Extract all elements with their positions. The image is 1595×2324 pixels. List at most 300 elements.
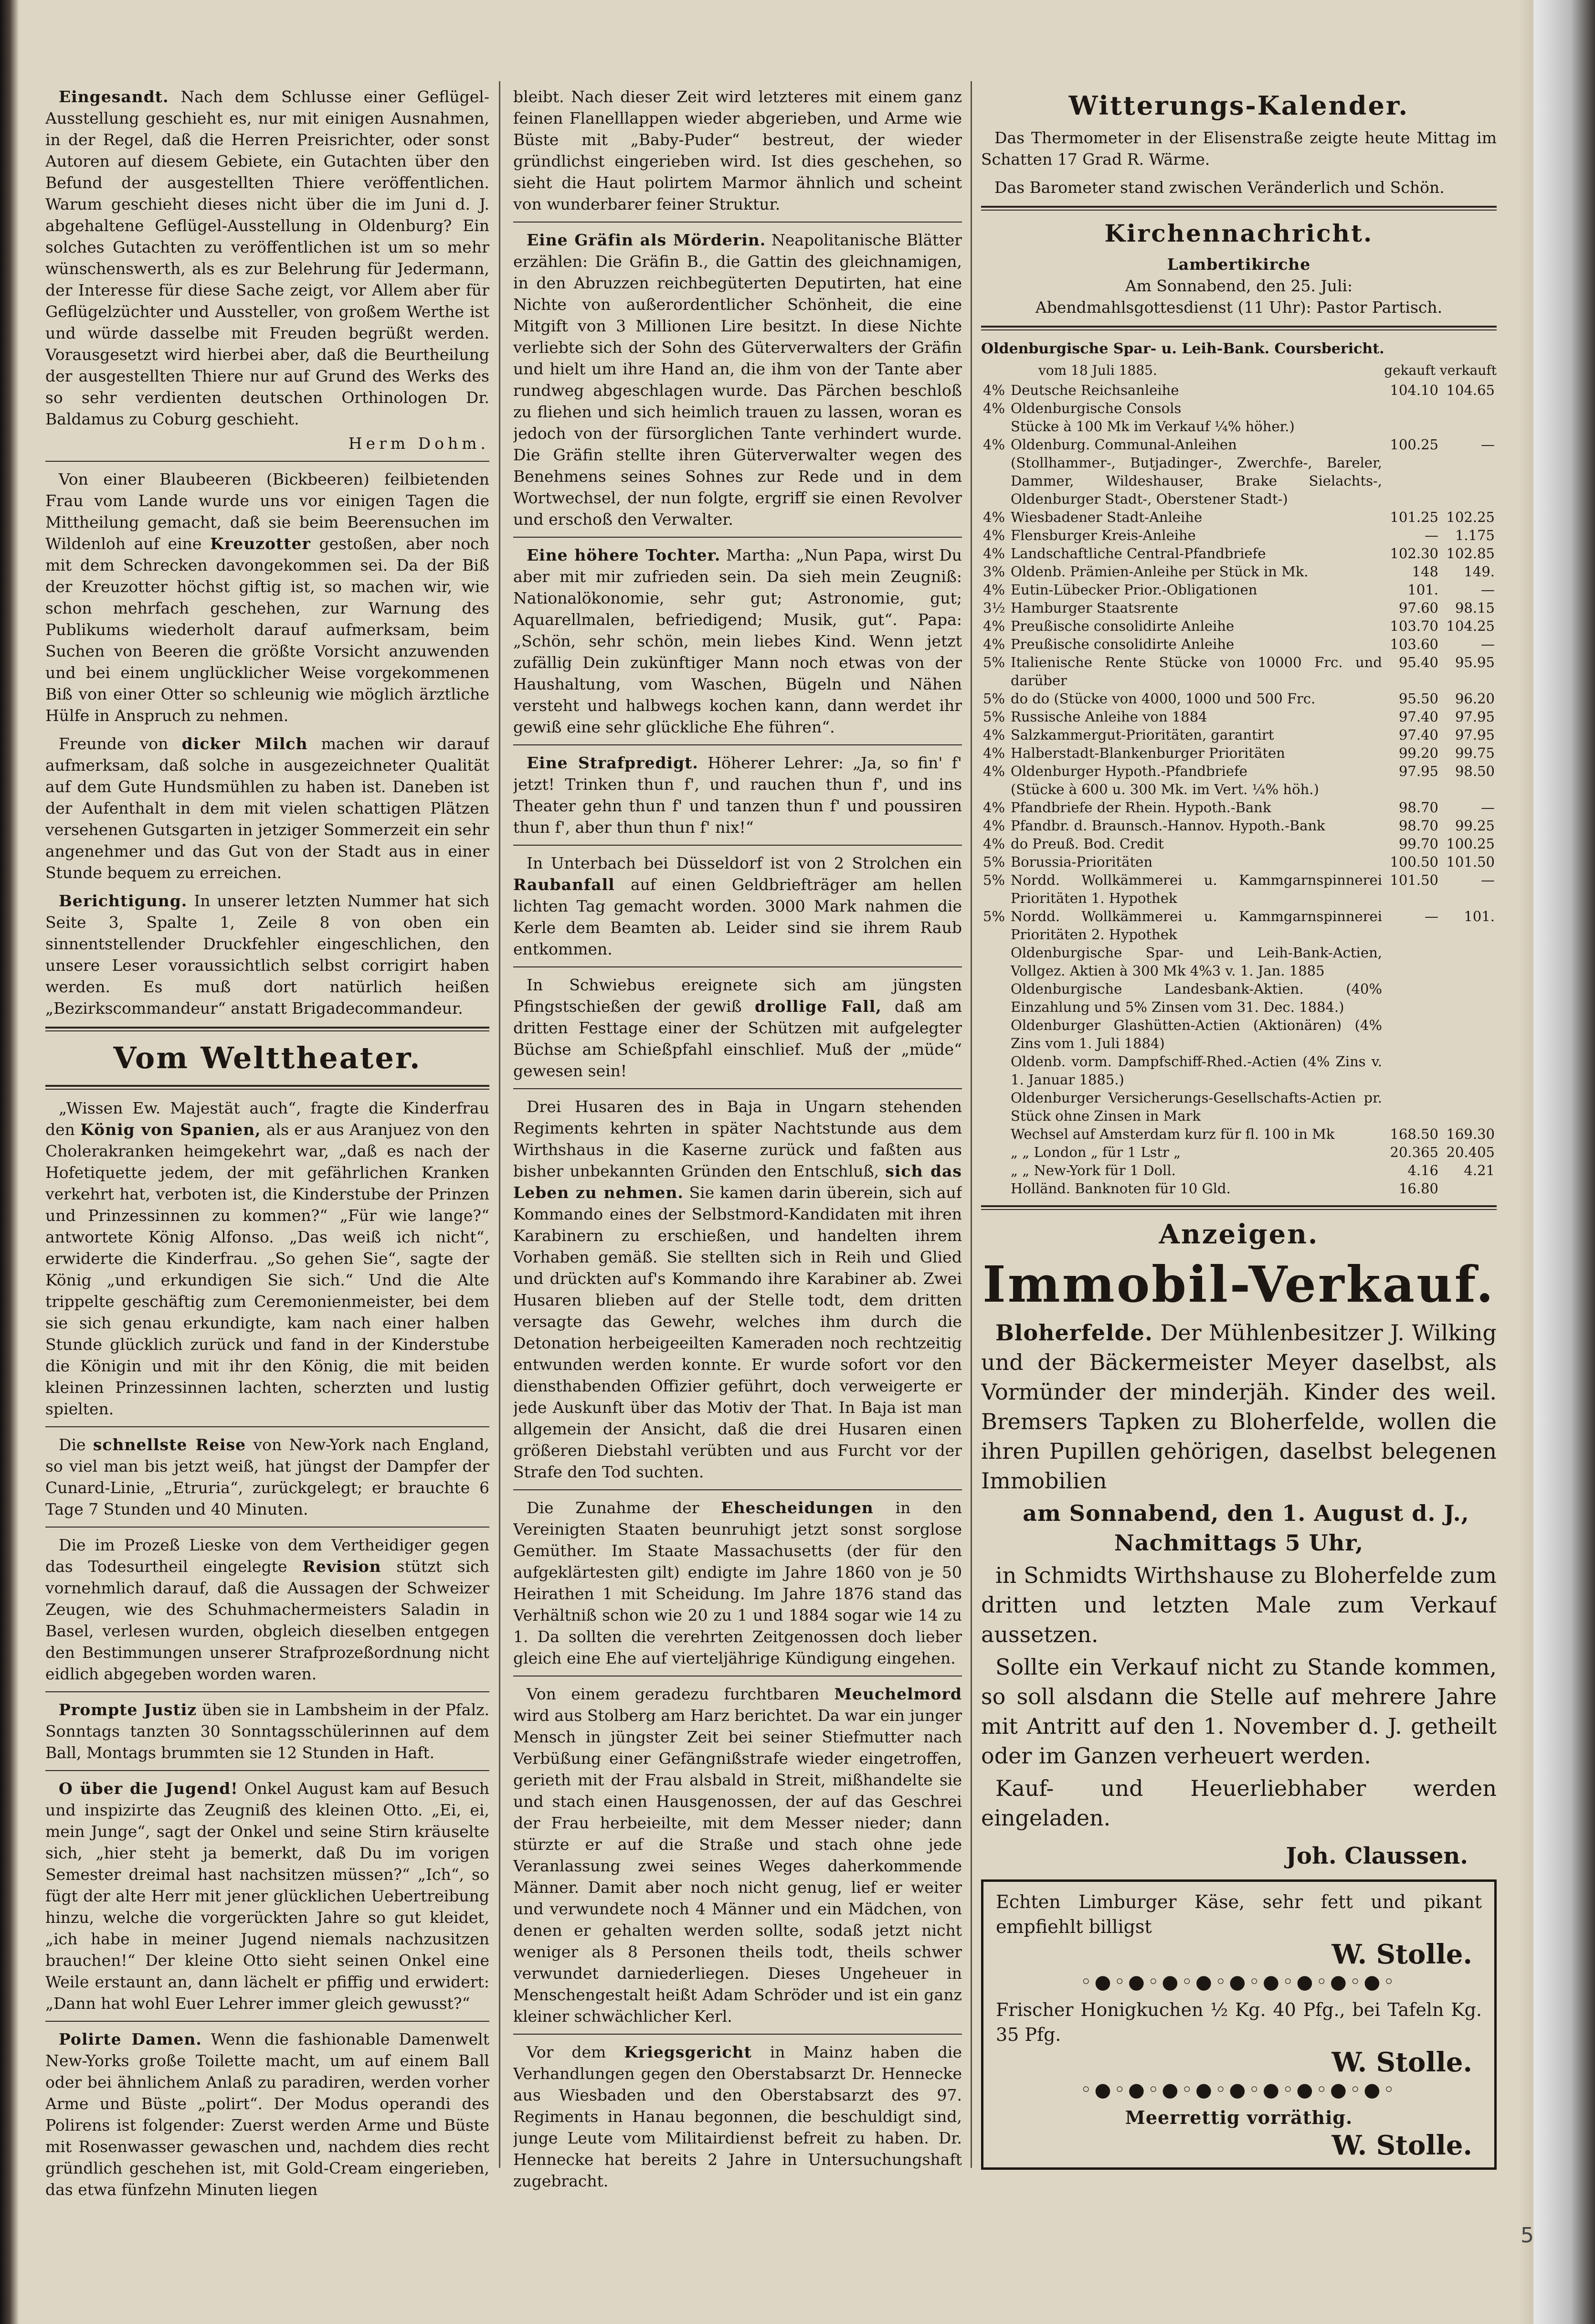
kurs-name: (Stücke à 600 u. 300 Mk. im Vert. ¼% höh.) [1011,781,1319,797]
kurs-row [981,1125,1497,1143]
kurs-row [981,635,1497,653]
kurs-row [981,399,1497,417]
kurs-buy [1384,780,1440,798]
kurs-rate [981,980,1009,1016]
article-body: Die im Prozeß Lieske von dem Vertheidiger gegen das Todesurtheil eingelegte [45,1536,489,1576]
kurs-title [981,338,1497,360]
kurs-row [981,435,1497,454]
section-rule [981,1205,1497,1210]
article-body: wird aus Stolberg am Harz berichtet. Da war ein junger Mensch in jüngster Zeit bei seiner Stiefmutter nach Verbüßung einer Gefängnißstrafe wieder eingetroffen, gerieth mit der Frau alsbald in Streit, mißhandelte sie und stach einen Hausgenossen, der auf das Geschrei der Frau herbeieilte, mit dem Messer nieder; dann stürzte er auf die Straße und stach ohne jede Veranlassung zwei seines Weges daherkommende Männer. Damit aber noch nicht genug, lief er weiter und verwundete noch 4 Männer und ein Mädchen, von denen er gehalten werden sollte, sodaß jetzt nicht weniger als 8 Personen theils todt, theils schwer verwundet darniederliegen. Dieses Ungeheuer in Menschengestalt heißt Adam Schröder und ist ein ganz kleiner schwächlicher Kerl. [513,1706,962,2026]
article-body: Martha: „Nun Papa, wirst Du aber mit mir zufrieden sein. Da sieh mein Zeugniß: Nationalökonomie, sehr gut; Astronomie, gut; Aquarellmalen, befriedigend; Musik, gut“. Papa: „Schön, sehr schön, mein liebes Kind. Wenn jetzt zufällig Dein zukünftiger Mann noch etwas von der Haushaltung, vom Waschen, Bügeln und Nähen versteht und halbwegs kochen kann, dann werdet ihr gewiß eine sehr glückliche Ehe führen“. [513,546,962,736]
article-heading: Eine Gräfin als Mörderin. [527,231,766,249]
sale-text: Kauf- und Heuerliebhaber werden eingeladen. [981,1775,1497,1831]
article-heading: O über die Jugend! [59,1779,238,1798]
kurs-sell [1440,454,1497,508]
article-heading: Polirte Damen. [59,2030,202,2048]
kurs-sell [1440,980,1497,1016]
kurs-sell: — [1481,436,1495,453]
kurs-sell [1440,780,1497,798]
kurs-buy [1384,980,1440,1016]
kurs-rate [981,1089,1009,1125]
kurs-row [981,1089,1497,1125]
sale-text: Der Mühlenbesitzer J. Wilking und der Bäckermeister Meyer daselbst, als Vormünder der minderjäh. Kinder des weil. Bremsers Tapken zu Bloherfelde, wollen die ihren Pupillen gehörigen, daselbst belegenen Immobilien [981,1320,1497,1494]
kurs-row [981,417,1497,435]
sale-text: in Schmidts Wirthshause zu Bloherfelde zum dritten und letzten Male zum Verkauf aussetzen. [981,1562,1497,1647]
kurs-sell [1440,417,1497,435]
kurs-name: Salzkammergut-Prioritäten, garantirt [1011,727,1274,743]
kurs-row [981,871,1497,907]
kurs-rate: 4% [983,582,1005,598]
kurs-name: Wechsel auf Amsterdam kurz für fl. 100 in Mk [1011,1126,1335,1142]
kurs-buy: 98.70 [1398,817,1438,834]
ad-text: Meerrettig vorräthig. [1125,2107,1353,2128]
kurs-row [981,1161,1497,1179]
kurs-row [981,381,1497,399]
kurs-name: Wiesbadener Stadt-Anleihe [1011,509,1203,525]
section-rule [45,1027,489,1031]
kurs-sell: — [1481,636,1495,652]
kurs-row [981,817,1497,835]
kurs-row [981,1052,1497,1089]
keyword: sich das Leben zu nehmen. [513,1162,962,1202]
article-body: In unserer letzten Nummer hat sich Seite 3, Spalte 1, Zeile 8 von oben ein sinnentstellender Druckfehler eingeschlichen, den unsere Leser voraussichtlich selbst corrigirt haben werden. Es muß dort natürlich heißen „Bezirkscommandeur“ anstatt Brigadecommandeur. [45,891,489,1018]
kurs-name: do Preuß. Bod. Credit [1011,836,1164,852]
kurs-rate [981,1052,1009,1089]
divider [513,1676,962,1677]
ad-advertiser: W. Stolle. [1331,2047,1472,2078]
kurs-sell: 4.21 [1464,1162,1495,1178]
article-justiz [45,1699,489,1763]
divider [45,2021,489,2022]
kurs-buy: 168.50 [1390,1126,1438,1142]
article-heading: Prompte Justiz [59,1700,197,1719]
article-body: Freunde von [59,734,169,753]
column-2 [513,86,962,2198]
kurs-rate [981,1179,1009,1198]
kurs-name: Oldenburgische Spar- und Leih-Bank-Actien, Vollgez. Aktien à 300 Mk 4%3 v. 1. Jan. 1885 [1011,944,1382,979]
divider [513,222,962,223]
column-1 [45,86,489,2207]
sale-intro [981,1318,1497,1496]
article-graefin [513,229,962,530]
sale-signature: Joh. Claussen. [1286,1843,1468,1869]
kurs-sell: 1.175 [1455,527,1495,543]
kurs-sell [1440,399,1497,417]
church-title: Kirchennachricht. [1104,219,1373,247]
article-milch [45,733,489,883]
kurs-rate: 4% [983,545,1005,562]
ad-text: Echten Limburger Käse, sehr fett und pikant empfiehlt billigst [996,1891,1482,1937]
article-raubanfall [513,852,962,960]
kurs-sell: 20.405 [1446,1144,1495,1160]
kurs-sell: 104.65 [1446,382,1495,398]
kurs-sell: 95.95 [1455,654,1495,670]
divider [45,1527,489,1528]
kurs-sell: — [1481,582,1495,598]
article-koenig [45,1097,489,1420]
ad-advertiser: W. Stolle. [1331,1939,1472,1970]
divider [513,1489,962,1490]
kurs-rate: 4% [983,400,1005,416]
church-date: Am Sonnabend, den 25. Juli: [1125,276,1353,295]
kurs-buy: 103.70 [1390,618,1438,634]
ornament-divider: ◦●◦●◦●◦●◦●◦●◦●◦●◦●◦ [1080,2079,1398,2101]
kurs-sell [1440,1179,1497,1198]
article-body: Wenn die fashionable Damenwelt New-Yorks große Toilette macht, um auf einem Ball oder bei ähnlichem Anlaß zu paradiren, werden vorher Arme und Büste „polirt“. Der Modus operandi des Polirens ist folgender: Zuerst werden Arme und Büste mit Rosenwasser gewaschen und, nachdem dies recht gründlich geschehen ist, mit Gold-Cream eingerieben, das etwa fünfzehn Minuten liegen [45,2030,489,2199]
kurs-rate: 4% [983,509,1005,525]
kurs-name: Nordd. Wollkämmerei u. Kammgarnspinnerei Prioritäten 2. Hypothek [1011,908,1382,943]
kurs-rate [981,1016,1009,1052]
kurs-rate [981,1161,1009,1179]
kurs-sell: 101.50 [1446,854,1495,870]
kurs-row [981,562,1497,581]
kurs-name: (Stollhammer-, Butjadinger-, Zwerchfe-, Bareler, Dammer, Wildeshauser, Brake Sielachts-, Oldenburger Stadt-, Oberstener Stadt-) [1011,455,1382,507]
kurs-buy: — [1425,908,1438,924]
kurs-row [981,581,1497,599]
article-body: Neapolitanische Blätter erzählen: Die Gräfin B., die Gattin des gleichnamigen, in den Abruzzen reichbegüterten Deputirten, hat eine Nichte von außerordentlicher Schönheit, die eine Mitgift von 3 Millionen Lire besitzt. In diese Nichte verliebte sich der Sohn des Güterverwalters der Gräfin und hielt um ihre Hand an, die ihm von der Tante aber rundweg abgeschlagen wurde. Das Pärchen beschloß zu fliehen und sich heimlich trauen zu lassen, woran es jedoch von der fürsorglichen Tante verhindert wurde. Die Gräfin stellte ihren Güterverwalter wegen des Benehmens seines Sohnes zur Rede und in dem Wortwechsel, der nun folgte, ergriff sie einen Revolver und erschoß den Verwalter. [513,231,962,529]
sale-place: Bloherfelde. [995,1320,1153,1346]
section-rule [981,206,1497,211]
kurs-row [981,653,1497,690]
kurs-name: Pfandbriefe der Rhein. Hypoth.-Bank [1011,799,1271,816]
kurs-sell: 104.25 [1446,618,1495,634]
kurs-col-verkauft: verkauft [1439,362,1497,378]
kurs-buy [1384,1016,1440,1052]
kurs-sell: 98.15 [1455,600,1495,616]
kurs-row [981,708,1497,726]
kurs-rate: 4% [983,382,1005,398]
divider [45,1770,489,1771]
kurs-name: Deutsche Reichsanleihe [1011,382,1179,398]
kurs-sell: 149. [1464,563,1495,580]
article-body: Von einem geradezu furchtbaren [527,1685,820,1703]
kurs-row [981,599,1497,617]
kurs-sell [1440,1052,1497,1089]
article-damen [45,2028,489,2200]
article-revision [45,1534,489,1685]
kurs-buy: 99.70 [1398,836,1438,852]
kurs-name: Oldenburgische Landesbank-Aktien. (40% Einzahlung und 5% Zinsen vom 31. Dec. 1884.) [1011,981,1382,1015]
kurs-buy: 95.50 [1398,690,1438,707]
kurs-rate: 4% [983,763,1005,779]
article-heading: Eine Strafpredigt. [527,753,698,772]
kurs-buy [1384,1089,1440,1125]
keyword: dicker Milch [181,734,308,753]
page-edge [1518,0,1595,2324]
kurs-sell: 102.25 [1446,509,1495,525]
kurs-name: Landschaftliche Central-Pfandbriefe [1011,545,1266,562]
page-stamp: 5 [1521,2223,1534,2248]
article-kreuzotter [45,468,489,726]
kurs-buy: 98.70 [1398,799,1438,816]
keyword: Kriegsgericht [624,2043,752,2061]
kurs-sell: 100.25 [1446,836,1495,852]
kurs-rate [981,780,1009,798]
sale-ad [981,1318,1497,1871]
kurs-name: Oldenburgische Consols [1011,400,1182,416]
kurs-buy: 16.80 [1398,1180,1438,1197]
kurs-row [981,726,1497,744]
kurs-rate: 4% [983,618,1005,634]
article-heading: Eine höhere Tochter. [527,546,721,564]
kurs-sell: 99.75 [1455,745,1495,761]
article-body: Nach dem Schlusse einer Geflügel-Ausstellung geschieht es, nur mit einigen Ausnahmen, in der Regel, daß die Herren Preisrichter, oder sonst Autoren auf diesem Gebiete, ein Gutachten über den Befund der ausgestellten Thiere veröffentlichen. Warum geschieht dieses nicht über die im Juni d. J. abgehaltene Geflügel-Ausstellung in Oldenburg? Ein solches Gutachten zu veröffentlichen ist um so mehr wünschenswerth, als es zur Belehrung für Jedermann, der Interesse für diese Sache zeigt, vor Allem aber für Geflügelzüchter und Aussteller, von großem Werthe ist und würde dasselbe mit Freuden begrüßt werden. Vorausgesetzt wird hierbei aber, daß die Beurtheilung der ausgestellten Thiere nur auf Grund des Werks des so sehr verdienten deutschen Orthinologen Dr. Baldamus zu Coburg geschieht. [45,87,489,428]
article-body: üben sie in Lambsheim in der Pfalz. Sonntags tanzten 30 Sonntagsschülerinnen auf dem Ball, Montags brummten sie 12 Stunden in Haft. [45,1700,489,1762]
kurs-buy [1384,417,1440,435]
kurs-rate [981,454,1009,508]
kurs-name: Oldenb. vorm. Dampfschiff-Rhed.-Actien (4% Zins v. 1. Januar 1885.) [1011,1053,1382,1088]
kurs-rate [981,417,1009,435]
kurs-rate: 4% [983,836,1005,852]
keyword: Raubanfall [513,875,615,894]
kurs-title-text: Oldenburgische Spar- u. Leih-Bank. Coursbericht. [981,340,1384,357]
kurs-sell: 169.30 [1446,1126,1495,1142]
kurs-buy [1384,454,1440,508]
kurs-name: Eutin-Lübecker Prior.-Obligationen [1011,582,1257,598]
kurs-buy: 4.16 [1407,1162,1438,1178]
kurs-sell: 98.50 [1455,763,1495,779]
keyword: Ehescheidungen [721,1498,874,1517]
article-ehescheidungen [513,1497,962,1669]
church-service: Abendmahlsgottesdienst (11 Uhr): Pastor Partisch. [1035,298,1443,317]
kurs-rate: 5% [983,654,1005,670]
kurs-name: Borussia-Prioritäten [1011,854,1153,870]
kurs-row [981,762,1497,780]
article-body: Höherer Lehrer: „Ja, so fin' f' jetzt! Trinken thun f', und rauchen thun f', und ins Theater gehn thun f' und tanzen thun f' und poussiren thun f', aber thun thun f' nix!“ [513,753,962,837]
kurs-rate: 5% [983,709,1005,725]
kurs-row [981,1143,1497,1161]
divider [513,2034,962,2035]
sale-title: Immobil-Verkauf. [982,1255,1495,1314]
kurs-name: Stücke à 100 Mk im Verkauf ¼% höher.) [1011,418,1295,435]
kurs-name: Preußische consolidirte Anleihe [1011,618,1235,634]
divider [45,461,489,462]
kurs-row [981,617,1497,635]
kurs-rate: 3% [983,563,1005,580]
divider [513,845,962,846]
kurs-rate: 4% [983,799,1005,816]
weather-title: Witterungs-Kalender. [1068,90,1409,121]
kurs-row [981,980,1497,1016]
kurs-row [981,690,1497,708]
article-heading: Berichtigung. [59,891,188,910]
kurs-row [981,508,1497,526]
keyword: Kreuzotter [210,534,311,553]
kurs-name: Halberstadt-Blankenburger Prioritäten [1011,745,1285,761]
kurs-date: vom 18 Juli 1885. [1038,362,1157,378]
kurs-sell [1440,944,1497,980]
kurs-name: Russische Anleihe von 1884 [1011,709,1207,725]
kurs-rate: 4% [983,436,1005,453]
article-body: Die Zunahme der [527,1498,699,1517]
article-body: In Schwiebus ereignete sich am jüngsten Pfingstschießen der gewiß [513,976,962,1016]
kurs-row [981,1179,1497,1198]
article-eingesandt [45,86,489,430]
keyword: Meuchelmord [834,1685,962,1703]
kurs-row [981,544,1497,562]
kurs-row [981,944,1497,980]
article-body: stützt sich vornehmlich darauf, daß die Aussagen der Schweizer Zeugen, wie des Schuhmachermeisters Saladin in Basel, verlesen wurden, obgleich dieselben entgegen den Bestimmungen unserer Strafprozeßordnung nicht eidlich abgegeben worden waren. [45,1557,489,1683]
kurs-name: Holländ. Banknoten für 10 Gld. [1011,1180,1231,1197]
kurs-name: Pfandbr. d. Braunsch.-Hannov. Hypoth.-Bank [1011,817,1325,834]
kurs-rate: 4% [983,727,1005,743]
weather-text: Das Thermometer in der Elisenstraße zeigte heute Mittag im Schatten 17 Grad R. Wärme. [981,128,1497,169]
ornament-divider: ◦●◦●◦●◦●◦●◦●◦●◦●◦●◦ [1080,1971,1398,1993]
kurs-row [981,1016,1497,1052]
divider [45,1691,489,1692]
keyword: König von Spanien, [80,1120,261,1139]
kurs-row [981,853,1497,871]
kurs-buy: 102.30 [1390,545,1438,562]
kurs-name: Oldenb. Prämien-Anleihe per Stück in Mk. [1011,563,1309,580]
kurs-rate [981,1143,1009,1161]
kurs-name: Flensburger Kreis-Anleihe [1011,527,1196,543]
divider [513,966,962,967]
kurs-name: Italienische Rente Stücke von 10000 Frc. und darüber [1011,654,1382,689]
sale-date: am Sonnabend, den 1. August d. J., Nachmittags 5 Uhr, [1023,1500,1469,1556]
kurs-sell: 97.95 [1455,727,1495,743]
article-body: in den Vereinigten Staaten beunruhigt jetzt sonst sorglose Gemüther. Im Staate Massachusetts (der für den aufgeklärtesten gilt) endigte im Jahre 1860 von je 50 Heirathen 1 mit Scheidung. Im Jahre 1876 stand das Verhältniß schon wie 20 zu 1 und 1884 sogar wie 14 zu 1. Da sollten die verehrten Zeitgenossen doch lieber gleich eine Ehe auf vierteljährige Kündigung eingehen. [513,1498,962,1667]
kurs-sell [1440,1089,1497,1125]
kurs-buy: 101.50 [1390,872,1438,888]
column-3 [981,86,1497,2170]
article-body: Drei Husaren des in Baja in Ungarn stehenden Regiments kehrten in später Nachtstunde aus dem Wirthshaus in die Kaserne zurück und faßten aus bisher unbekannten Gründen den Entschluß, [513,1097,962,1180]
kurs-rate [981,1125,1009,1143]
kurs-rate: 4% [983,527,1005,543]
kurs-buy: 100.50 [1390,854,1438,870]
church-subtitle: Lambertikirche [1167,255,1311,274]
kurs-row [981,780,1497,798]
article-strafpredigt [513,752,962,838]
article-jugend [45,1778,489,2014]
binding-spine [0,0,19,2324]
article-body: Vor dem [527,2043,606,2061]
ads-title: Anzeigen. [1159,1219,1319,1250]
kurs-buy: 97.95 [1398,763,1438,779]
article-drollig [513,974,962,1082]
divider [513,744,962,745]
kurs-buy: 97.40 [1398,709,1438,725]
kurs-row [981,907,1497,944]
kurs-rate: 5% [983,872,1005,888]
article-body: in Mainz haben die Verhandlungen gegen den Oberstabsarzt Dr. Hennecke aus Wiesbaden und den Oberstabsarzt des 97. Regiments in Hanau begonnen, die beschuldigt sind, junge Leute vom Militairdienst befreit zu haben. Dr. Hennecke hat bereits 2 Jahre in Untersuchungshaft zugebracht. [513,2043,962,2190]
kurs-sell: 99.25 [1455,817,1495,834]
kurs-sell: — [1481,799,1495,816]
kurs-sell: 102.85 [1446,545,1495,562]
article-body: Onkel August kam auf Besuch und inspizirte das Zeugniß des kleinen Otto. „Ei, ei, mein Junge“, sagt der Onkel und seine Stirn kräuselte sich, „hier steht ja bemerkt, daß Du im vorigen Semester dreimal hast nachsitzen müssen?“ „Ich“, so fügt der alte Herr mit jener glücklichen Uebertreibung hinzu, welche die vorgerückten Jahre so gut kleidet, „ich habe in meiner Jugend niemals nachzusitzen brauchen!“ Der kleine Otto sieht seinen Onkel eine Weile erstaunt an, dann lächelt er pfiffig und erwidert: „Dann hat wohl Euer Lehrer immer gleich gewusst?“ [45,1779,489,2013]
kurs-sell: — [1481,872,1495,888]
kurs-rate: 4% [983,817,1005,834]
divider [513,537,962,538]
kurs-row [981,835,1497,853]
kurs-name: Oldenburg. Communal-Anleihen [1011,436,1237,453]
kurs-subheader [981,360,1497,381]
kurs-buy: 148 [1412,563,1438,580]
column-rule [499,81,500,2168]
article-body: daß am dritten Festtage einer der Schützen mit aufgelegter Büchse am Schießpfahl einschlief. Muß der „müde“ gewesen sein! [513,997,962,1080]
kurs-name: Oldenburger Glashütten-Actien (Aktionären) (4% Zins vom 1. Juli 1884) [1011,1017,1382,1051]
keyword: Revision [302,1557,381,1576]
kurs-name: Nordd. Wollkämmerei u. Kammgarnspinnerei Prioritäten 1. Hypothek [1011,872,1382,906]
kurs-table [981,381,1497,1198]
kurs-name: Preußische consolidirte Anleihe [1011,636,1235,652]
kurs-buy [1384,399,1440,417]
kurs-sell: 101. [1464,908,1495,924]
article-body: In Unterbach bei Düsseldorf ist von 2 Strolchen ein [527,854,962,872]
kurs-name: „ „ London „ für 1 Lstr „ [1011,1144,1181,1160]
kurs-col-headers [1384,360,1497,381]
ad-advertiser: W. Stolle. [1331,2130,1472,2161]
article-tochter [513,544,962,738]
kurs-buy: 104.10 [1390,382,1438,398]
kurs-buy: 20.365 [1390,1144,1438,1160]
kurs-buy: 99.20 [1398,745,1438,761]
stolle-ad-box [981,1879,1497,2170]
kurs-rate: 3½ [983,600,1005,616]
keyword: drollige Fall, [754,997,882,1016]
kurs-buy: — [1425,527,1438,543]
divider [513,1088,962,1089]
kurs-rate: 5% [983,854,1005,870]
kurs-buy [1384,1052,1440,1089]
kurs-row [981,744,1497,762]
kurs-name: Hamburger Staatsrente [1011,600,1179,616]
article-husaren [513,1096,962,1483]
weather-text: Das Barometer stand zwischen Veränderlich und Schön. [994,178,1445,197]
article-body: Von einer Blaubeeren (Bickbeeren) feilbietenden Frau vom Lande wurde uns vor einigen Tagen die Mittheilung gemacht, daß sie beim Beerensuchen im Wildenloh auf eine [45,470,489,553]
kurs-sell [1440,1016,1497,1052]
article-body: „Wissen Ew. Majestät auch“, fragte die Kinderfrau den [45,1099,489,1139]
ad-text: Frischer Honigkuchen ½ Kg. 40 Pfg., bei Tafeln Kg. 35 Pfg. [996,1999,1482,2045]
article-body: Sie kamen darin überein, sich auf Kommando eines der Selbstmord-Kandidaten mit ihren Karabinern zu erschießen, und handelten ihrem Vorhaben gemäß. Sie stellten sich in Reih und Glied und drückten auf's Kommando ihre Karabiner ab. Zwei Husaren blieben auf der Stelle todt, dem dritten versagte das Gewehr, welches ihm durch die Detonation herbeigeeilten Kameraden noch rechtzeitig entwunden werden konnte. Er wurde sofort vor den diensthabenden Offizier geführt, doch verweigerte er jede Auskunft über das Motiv der That. In Baja ist man allgemein der Ansicht, daß die drei Husaren einen größeren Diebstahl verübten und aus Furcht vor der Strafe den Tod suchten. [513,1183,962,1481]
section-title: Vom Welttheater. [113,1040,422,1075]
sale-text: Sollte ein Verkauf nicht zu Stande kommen, so soll alsdann die Stelle auf mehrere Jahre mit Antritt auf den 1. November d. J. getheilt oder im Ganzen verheuert werden. [981,1654,1497,1769]
article-body: als er aus Aranjuez von den Cholerakranken heimgekehrt war, „daß es nach der Hofetiquette jedem, der mit gefährlichen Kranken verkehrt hat, verboten ist, die Kinderstube der Prinzen und Prinzessinnen zu kommen?“ „Für wie lange?“ antwortete König Alfonso. „Das weiß ich nicht“, erwiderte die Kinderfrau. „So gehen Sie“, sagte der König „und erkundigen Sie sich.“ Und die Alte trippelte geschäftig zum Ceremonienmeister, bei dem sie sich genau erkundigte, kam nach einer halben Stunde glücklich zurück und fand in der Kinderstube die Königin und mit ihr den König, die mit beiden kleinen Prinzessinnen lachten, scherzten und lustig spielten. [45,1120,489,1418]
column-rule [971,81,972,2168]
kurs-buy: 97.40 [1398,727,1438,743]
kurs-rate [981,944,1009,980]
kurs-name: do do (Stücke von 4000, 1000 und 500 Frc. [1011,690,1316,707]
kurs-rate: 4% [983,636,1005,652]
kurs-name: Oldenburger Versicherungs-Gesellschafts-Actien pr. Stück ohne Zinsen in Mark [1011,1090,1382,1124]
kurs-row [981,798,1497,817]
kurs-rate: 5% [983,908,1005,924]
kurs-buy: 97.60 [1398,600,1438,616]
divider [45,1426,489,1427]
kurs-row [981,454,1497,508]
signature: Herm Dohm. [348,434,489,453]
kurs-buy: 100.25 [1390,436,1438,453]
article-continuation: bleibt. Nach dieser Zeit wird letzteres mit einem ganz feinen Flanelllappen wieder abgerieben, und Arme wie Büste mit „Baby-Puder“ bestreut, der wieder gründlichst eingerieben wird. Ist dies geschehen, so sieht die Haut polirtem Marmor ähnlich und scheint von wunderbarer feiner Struktur. [513,87,962,213]
kurs-row [981,526,1497,544]
kurs-buy: 101. [1407,582,1438,598]
kurs-name: „ „ New-York für 1 Doll. [1011,1162,1176,1178]
article-body: von New-York nach England, so viel man bis jetzt weiß, hat jüngst der Dampfer der Cunard-Linie, „Etruria“, zurückgelegt; er brauchte 6 Tage 7 Stunden und 40 Minuten. [45,1435,489,1518]
article-body: gestoßen, aber noch mit dem Schrecken davongekommen sei. Da der Biß der Kreuzotter höchst giftig ist, so machen wir, wie schon mehrfach geschehen, zur Warnung des Publikums wiederholt darauf aufmerksam, beim Suchen von Beeren die größte Vorsicht anzuwenden und bei einem unglücklicher Weise vorgekommenen Biß von einer Otter so schleunig wie möglich ärztliche Hülfe in Anspruch zu nehmen. [45,534,489,725]
article-body: Die [59,1435,86,1454]
article-kriegsgericht [513,2041,962,2192]
kurs-name: Oldenburger Hypoth.-Pfandbriefe [1011,763,1247,779]
article-berichtigung [45,890,489,1019]
kurs-sell: 97.95 [1455,709,1495,725]
kurs-sell: 96.20 [1455,690,1495,707]
kurs-col-gekauft: gekauft [1384,362,1436,378]
kurs-rate: 4% [983,745,1005,761]
section-rule [45,1085,489,1090]
article-heading: Eingesandt. [59,87,169,106]
article-meuchelmord [513,1683,962,2027]
kurs-buy: 101.25 [1390,509,1438,525]
